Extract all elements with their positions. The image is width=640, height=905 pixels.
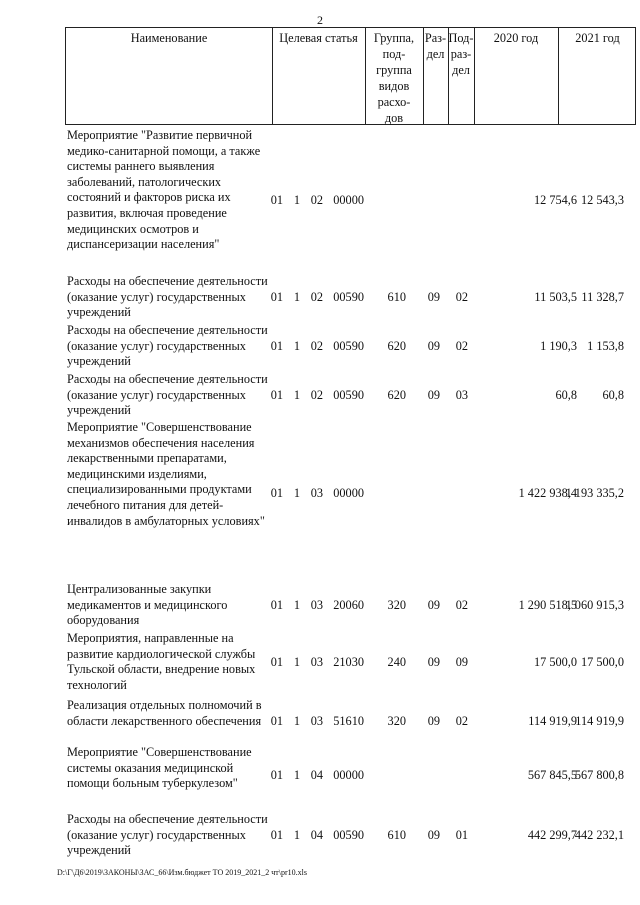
target-code-part: 04 [310, 828, 323, 842]
row-value-2020: 11 503,5 [534, 290, 577, 304]
row-value-2020: 114 919,9 [528, 714, 577, 728]
row-name: Мероприятие "Развитие первичной медико-санитарной помощи, а также системы раннего выявления заболеваний, патологических состояний и факторов риска их развития, включая проведение медицинских осмотров и диспансеризации населения" [67, 128, 261, 252]
header-name: Наименование [130, 31, 208, 45]
target-code-part: 00590 [333, 828, 364, 842]
row-name: Мероприятия, направленные на развитие кардиологической службы Тульской области, внедрение новых технологий [67, 631, 256, 692]
row-value-2020: 1 422 938,4 [518, 486, 577, 500]
target-code-part: 01 [270, 486, 283, 500]
row-value-2021: 1 060 915,3 [565, 598, 624, 612]
row-value-2021: 60,8 [602, 388, 624, 402]
target-code-part: 00000 [333, 193, 364, 207]
row-section: 09 [427, 290, 440, 304]
row-subsection: 09 [455, 655, 468, 669]
header-2021: 2021 год [575, 31, 620, 45]
row-section: 09 [427, 388, 440, 402]
row-subsection: 01 [455, 828, 468, 842]
row-name: Расходы на обеспечение деятельности (оказание услуг) государственных учреждений [67, 274, 268, 320]
header-group: Группа, под- группа видов расхо- дов [373, 31, 415, 125]
row-value-2020: 567 845,5 [527, 768, 577, 782]
row-value-2021: 442 232,1 [574, 828, 624, 842]
row-section: 09 [427, 828, 440, 842]
target-code-part: 01 [270, 598, 283, 612]
target-code-part: 1 [293, 714, 300, 728]
page-number: 2 [317, 13, 323, 27]
row-value-2020: 1 190,3 [540, 339, 577, 353]
target-code-part: 1 [293, 486, 300, 500]
target-code-part: 21030 [333, 655, 364, 669]
row-name: Централизованные закупки медикаментов и медицинского оборудования [67, 582, 228, 628]
target-code-part: 00000 [333, 768, 364, 782]
row-value-2020: 17 500,0 [533, 655, 577, 669]
row-name: Мероприятие "Совершенствование механизмов обеспечения населения лекарственными препаратами, медицинскими изделиями, специализированными продуктами лечебного питания для детей-инвалидов в амбулаторных условиях" [67, 420, 265, 528]
row-group: 610 [387, 828, 406, 842]
target-code-part: 03 [310, 486, 323, 500]
row-name: Расходы на обеспечение деятельности (оказание услуг) государственных учреждений [67, 812, 268, 858]
row-group: 320 [387, 714, 406, 728]
row-value-2021: 11 328,7 [581, 290, 624, 304]
target-code-part: 51610 [333, 714, 364, 728]
target-code-part: 01 [270, 768, 283, 782]
row-group: 620 [387, 339, 406, 353]
row-value-2020: 60,8 [555, 388, 577, 402]
header-target: Целевая статья [279, 31, 358, 45]
target-code-part: 01 [270, 828, 283, 842]
row-value-2020: 1 290 518,5 [518, 598, 577, 612]
target-code-part: 20060 [333, 598, 364, 612]
row-group: 320 [387, 598, 406, 612]
table-header [65, 27, 636, 125]
target-code-part: 1 [293, 655, 300, 669]
row-value-2020: 442 299,7 [527, 828, 577, 842]
target-code-part: 1 [293, 290, 300, 304]
target-code-part: 02 [310, 193, 323, 207]
row-subsection: 02 [455, 290, 468, 304]
row-section: 09 [427, 339, 440, 353]
row-group: 610 [387, 290, 406, 304]
row-section: 09 [427, 714, 440, 728]
target-code-part: 01 [270, 193, 283, 207]
row-group: 240 [387, 655, 406, 669]
row-value-2021: 12 543,3 [580, 193, 624, 207]
target-code-part: 03 [310, 598, 323, 612]
target-code-part: 02 [310, 290, 323, 304]
target-code-part: 03 [310, 714, 323, 728]
row-value-2021: 114 919,9 [575, 714, 624, 728]
target-code-part: 01 [270, 655, 283, 669]
target-code-part: 02 [310, 388, 323, 402]
target-code-part: 01 [270, 714, 283, 728]
header-2020: 2020 год [493, 31, 539, 45]
target-code-part: 00590 [333, 290, 364, 304]
header-subsection: Под- раз- дел [448, 31, 474, 77]
row-name: Расходы на обеспечение деятельности (оказание услуг) государственных учреждений [67, 323, 268, 369]
row-value-2021: 17 500,0 [580, 655, 624, 669]
target-code-part: 00590 [333, 388, 364, 402]
row-name: Реализация отдельных полномочий в области лекарственного обеспечения [67, 698, 262, 728]
target-code-part: 01 [270, 339, 283, 353]
row-section: 09 [427, 598, 440, 612]
file-path: D:\Г\Д6\2019\ЗАКОНЫ\ЗАС_66\Изм.бюджет ТО 2019_2021_2 чт\pr10.xls [57, 868, 307, 877]
row-section: 09 [427, 655, 440, 669]
row-value-2020: 12 754,6 [533, 193, 577, 207]
row-subsection: 02 [455, 598, 468, 612]
row-subsection: 02 [455, 714, 468, 728]
target-code-part: 1 [293, 768, 300, 782]
row-subsection: 03 [455, 388, 468, 402]
row-group: 620 [387, 388, 406, 402]
row-subsection: 02 [455, 339, 468, 353]
target-code-part: 01 [270, 290, 283, 304]
row-value-2021: 1 193 335,2 [565, 486, 624, 500]
target-code-part: 02 [310, 339, 323, 353]
row-value-2021: 567 800,8 [574, 768, 624, 782]
target-code-part: 1 [293, 828, 300, 842]
target-code-part: 04 [310, 768, 323, 782]
target-code-part: 00590 [333, 339, 364, 353]
row-value-2021: 1 153,8 [587, 339, 624, 353]
target-code-part: 01 [270, 388, 283, 402]
row-name: Мероприятие "Совершенствование системы оказания медицинской помощи больным туберкулезом" [67, 745, 252, 791]
target-code-part: 1 [293, 598, 300, 612]
target-code-part: 03 [310, 655, 323, 669]
target-code-part: 1 [293, 193, 300, 207]
target-code-part: 1 [293, 339, 300, 353]
row-name: Расходы на обеспечение деятельности (оказание услуг) государственных учреждений [67, 372, 268, 418]
header-section: Раз- дел [424, 31, 447, 61]
target-code-part: 1 [293, 388, 300, 402]
target-code-part: 00000 [333, 486, 364, 500]
